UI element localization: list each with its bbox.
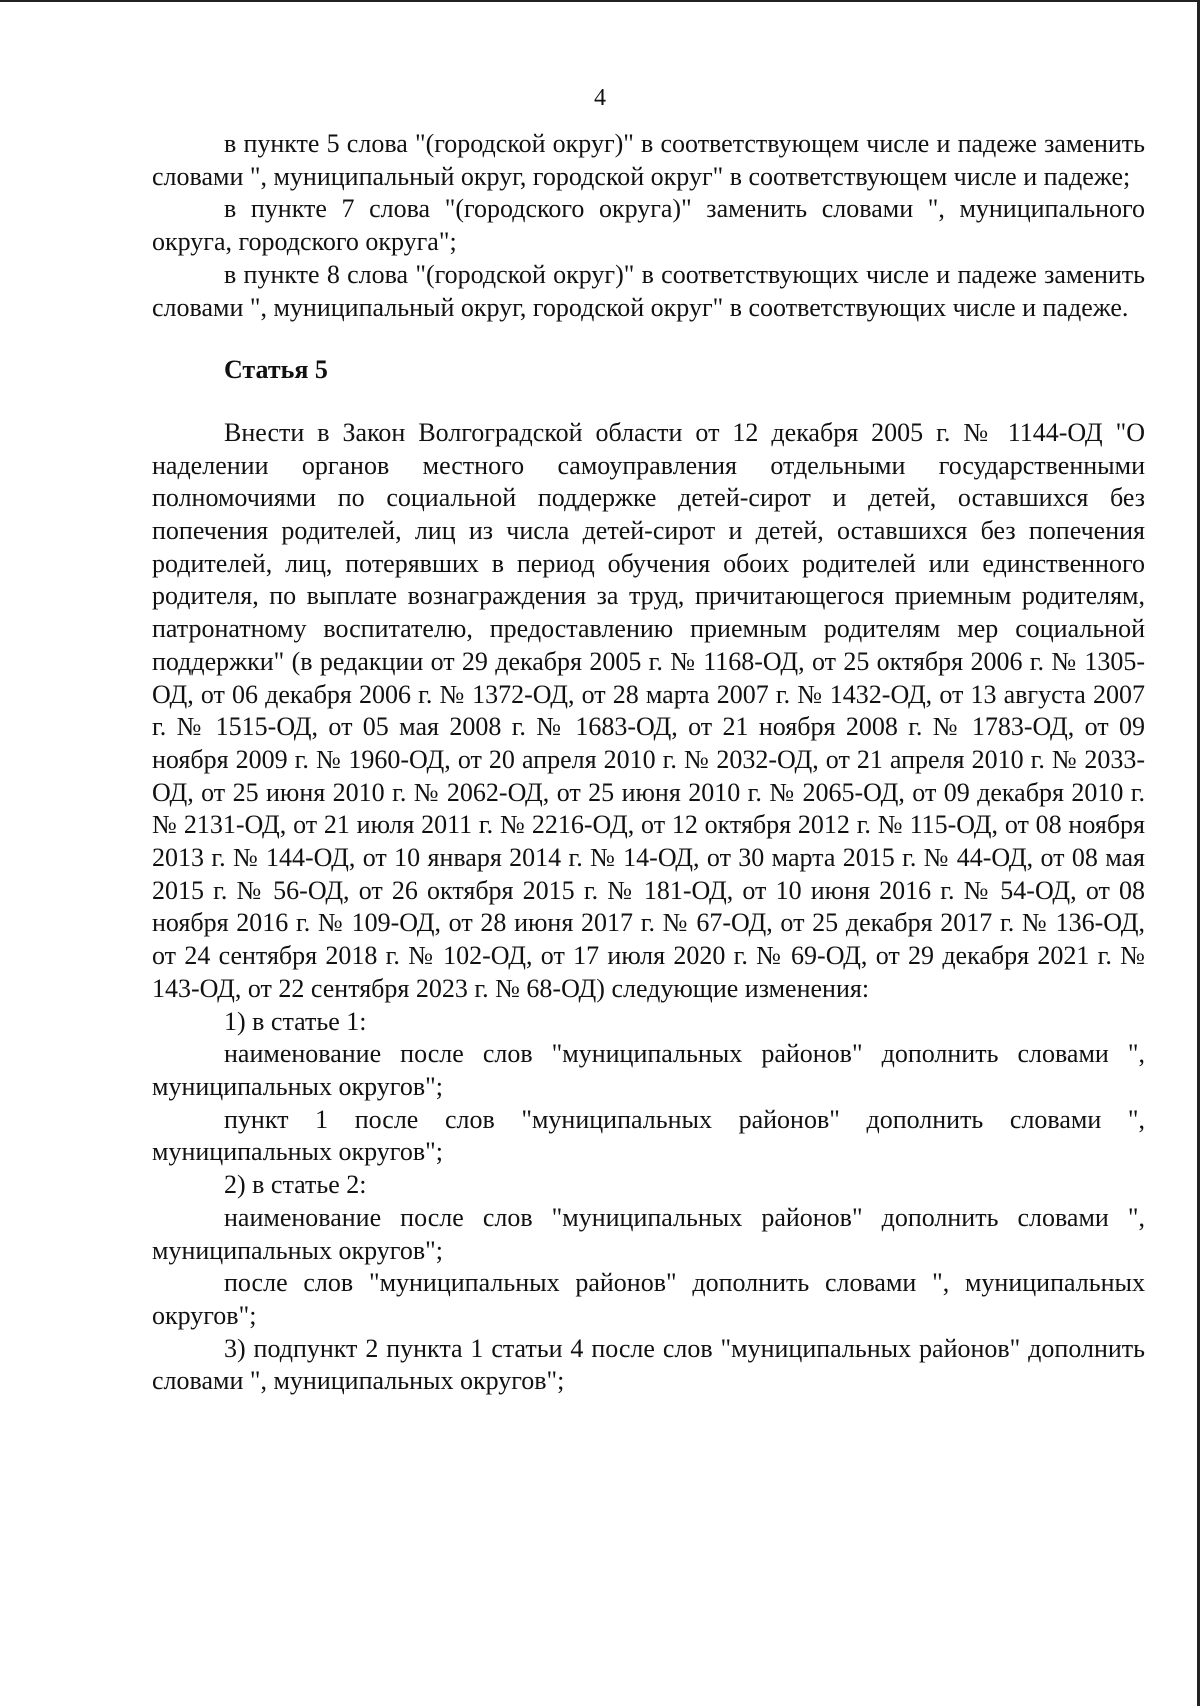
paragraph: в пункте 8 слова "(городской округ)" в соответствующих числе и падеже заменить словами ", муниципальный округ, городской округ" в соответствующих числе и падеже. <box>152 259 1145 322</box>
article-heading: Статья 5 <box>224 355 328 385</box>
paragraph: после слов "муниципальных районов" дополнить словами ", муниципальных округов"; <box>152 1268 1145 1330</box>
paragraph: пункт 1 после слов "муниципальных районов" дополнить словами ", муниципальных округов"; <box>152 1104 1145 1167</box>
scan-edge-top <box>0 0 1200 2</box>
page-number: 4 <box>594 85 606 111</box>
paragraph: наименование после слов "муниципальных районов" дополнить словами ", муниципальных округов"; <box>152 1039 1145 1101</box>
paragraph: наименование после слов "муниципальных районов" дополнить словами ", муниципальных округов"; <box>152 1202 1145 1265</box>
paragraph: 2) в статье 2: <box>224 1170 367 1200</box>
paragraph: 3) подпункт 2 пункта 1 статьи 4 после слов "муниципальных районов" дополнить словами ", муниципальных округов"; <box>152 1333 1145 1396</box>
paragraph: Внести в Закон Волгоградской области от 12 декабря 2005 г. № 1144-ОД "О наделении органов местного самоуправления отдельными государственными полномочиями по социальной поддержке детей-сирот и детей, оставшихся без попечения родителей, лиц из числа детей-сирот и детей, оставшихся без попечения родителей, лиц, потерявших в период обучения обоих родителей или единственного родителя, по выплате вознаграждения за труд, причитающегося приемным родителям, патронатному воспитателю, предоставлению приемным родителям мер социальной поддержки" (в редакции от 29 декабря 2005 г. № 1168-ОД, от 25 октября 2006 г. № 1305-ОД, от 06 декабря 2006 г. № 1372-ОД, от 28 марта 2007 г. № 1432-ОД, от 13 августа 2007 г. № 1515-ОД, от 05 мая 2008 г. № 1683-ОД, от 21 ноября 2008 г. № 1783-ОД, от 09 ноября 2009 г. № 1960-ОД, от 20 апреля 2010 г. № 2032-ОД, от 21 апреля 2010 г. № 2033-ОД, от 25 июня 2010 г. № 2062-ОД, от 25 июня 2010 г. № 2065-ОД, от 09 декабря 2010 г. № 2131-ОД, от 21 июля 2011 г. № 2216-ОД, от 12 октября 2012 г. № 115-ОД, от 08 ноября 2013 г. № 144-ОД, от 10 января 2014 г. № 14-ОД, от 30 марта 2015 г. № 44-ОД, от 08 мая 2015 г. № 56-ОД, от 26 октября 2015 г. № 181-ОД, от 10 июня 2016 г. № 54-ОД, от 08 ноября 2016 г. № 109-ОД, от 28 июня 2017 г. № 67-ОД, от 25 декабря 2017 г. № 136-ОД, от 24 сентября 2018 г. № 102-ОД, от 17 июля 2020 г. № 69-ОД, от 29 декабря 2021 г. № 143-ОД, от 22 сентября 2023 г. № 68-ОД) следующие изменения: <box>152 417 1145 1003</box>
document-body <box>152 128 1145 1398</box>
paragraph: в пункте 7 слова "(городского округа)" заменить словами ", муниципального округа, городского округа"; <box>152 194 1145 257</box>
paragraph: в пункте 5 слова "(городской округ)" в соответствующем числе и падеже заменить словами ", муниципальный округ, городской округ" в соответствующем числе и падеже; <box>152 129 1145 191</box>
paragraph: 1) в статье 1: <box>224 1006 367 1036</box>
